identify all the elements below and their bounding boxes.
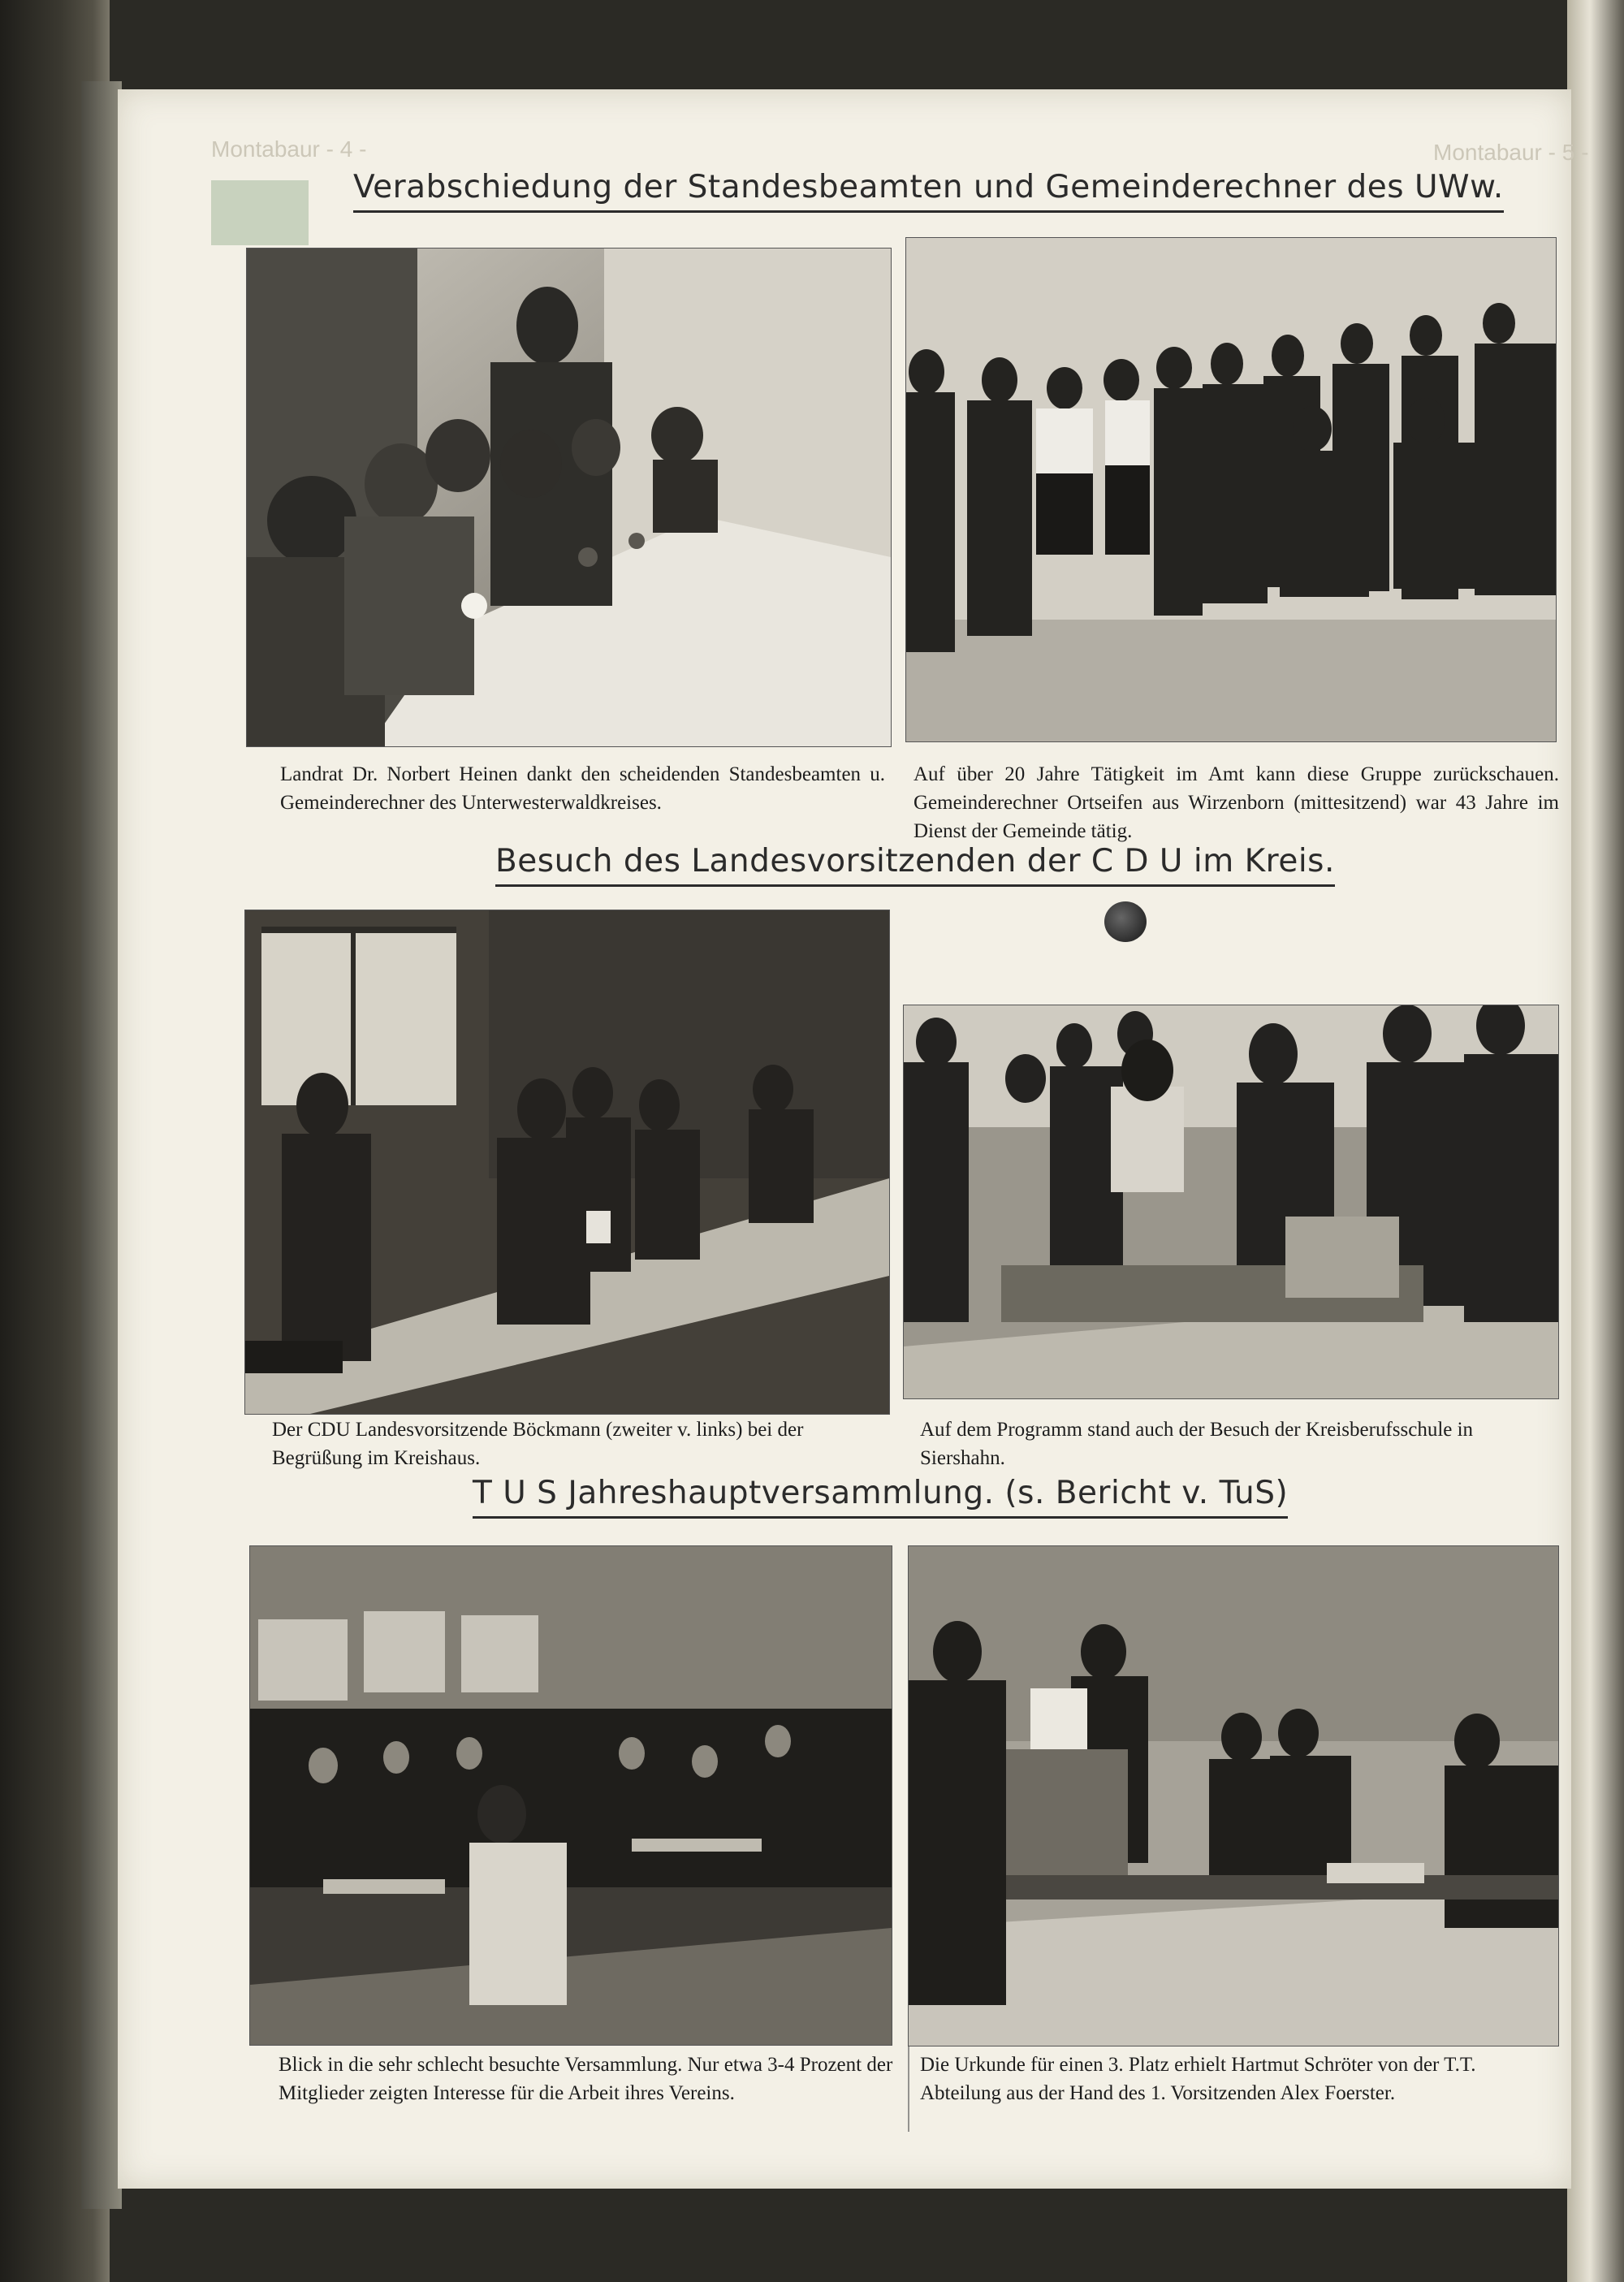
caption-retiree-group: Auf über 20 Jahre Tätigkeit im Amt kann diese Gruppe zurückschauen. Gemeinderechner Ortseifen aus Wirzenborn (mittesitzend) war 43 Jahre im Dienst der Gemeinde tätig. — [914, 763, 1559, 842]
book-binding-edge — [81, 81, 122, 2209]
bleed-through-left-header: Montabaur - 4 - — [211, 136, 367, 162]
headline-cdu-besuch: Besuch des Landesvorsitzenden der C D U im Kreis. — [495, 845, 1335, 887]
headline-standesbeamten: Verabschiedung der Standesbeamten und Gemeinderechner des UWw. — [353, 171, 1504, 213]
photo-berufsschule-visit — [903, 1005, 1559, 1399]
next-page-edge — [1567, 0, 1624, 2282]
photo-landrat-speech — [246, 248, 892, 747]
bleed-through-right-header: Montabaur - 5 - — [1433, 140, 1589, 165]
photo-kreishaus-meeting — [244, 910, 890, 1415]
photo-retiree-group — [905, 237, 1557, 742]
bleed-through-green-block — [211, 180, 309, 245]
caption-tus-assembly: Blick in die sehr schlecht besuchte Versammlung. Nur etwa 3-4 Prozent der Mitglieder zeigten Interesse für die Arbeit ihres Vereins. — [279, 2054, 893, 2104]
headline-tus-versammlung: T U S Jahreshauptversammlung. (s. Bericht v. TuS) — [473, 1476, 1288, 1519]
photo-tus-assembly — [249, 1545, 892, 2046]
caption-landrat: Landrat Dr. Norbert Heinen dankt den scheidenden Standesbeamten u. Gemeinderechner des Unterwesterwaldkreises. — [280, 763, 885, 814]
cdu-emblem-icon — [1104, 901, 1147, 942]
caption-divider — [908, 2046, 909, 2132]
photo-urkunde-award — [908, 1545, 1559, 2046]
caption-kreishaus: Der CDU Landesvorsitzende Böckmann (zweiter v. links) bei der Begrüßung im Kreishaus. — [272, 1419, 804, 1469]
caption-berufsschule: Auf dem Programm stand auch der Besuch der Kreisberufsschule in Siershahn. — [920, 1419, 1474, 1469]
caption-urkunde: Die Urkunde für einen 3. Platz erhielt Hartmut Schröter von der T.T. Abteilung aus der Hand des 1. Vorsitzenden Alex Foerster. — [920, 2054, 1476, 2104]
